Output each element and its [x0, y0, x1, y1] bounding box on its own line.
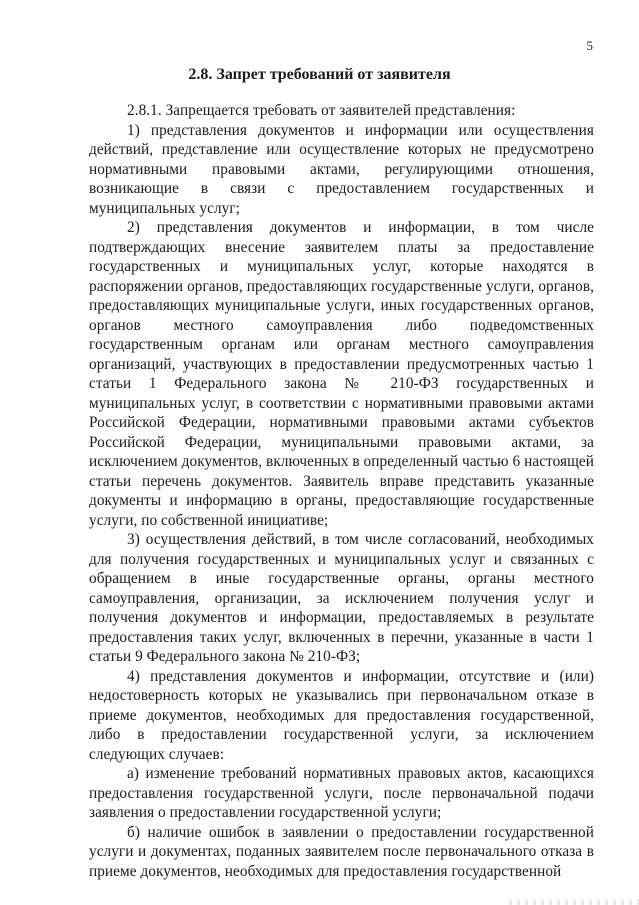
- document-body: [89, 101, 594, 881]
- page-number: 5: [586, 38, 593, 53]
- paragraph-item-4: 4) представления документов и информации, отсутствие и (или) недостоверность которых не указывались при первоначальном отказе в приеме документов, необходимых для предоставления государственной, либо в предоставлении государственной услуги, за исключением следующих случаев:: [89, 667, 594, 763]
- scan-artifact: [509, 899, 639, 905]
- paragraph-item-2: 2) представления документов и информации, в том числе подтверждающих внесение заявителем платы за предоставление государственных и муниципальных услуг, которые находятся в распоряжении органов, предоставляющих государственные услуги, органов, предоставляющих муниципальные услуги, иных государственных органов, органов местного самоуправления либо подведомственных государственным органам или органам местного самоуправления организаций, участвующих в предоставлении предусмотренных частью 1 статьи 1 Федерального закона № 210-ФЗ государственных и муниципальных услуг, в соответствии с нормативными правовыми актами Российской Федерации, нормативными правовыми актами субъектов Российской Федерации, муниципальными правовыми актами, за исключением документов, включенных в определенный частью 6 настоящей статьи перечень документов. Заявитель вправе представить указанные документы и информацию в органы, предоставляющие государственные услуги, по собственной инициативе;: [89, 219, 594, 529]
- paragraph-intro: 2.8.1. Запрещается требовать от заявителей представления:: [127, 102, 516, 119]
- paragraph-item-3: 3) осуществления действий, в том числе согласований, необходимых для получения государственных и муниципальных услуг и связанных с обращением в иные государственные органы, органы местного самоуправления, организации, за исключением получения услуг и получения документов и информации, предоставляемых в результате предоставления таких услуг, включенных в перечни, указанные в части 1 статьи 9 Федерального закона № 210-ФЗ;: [89, 531, 594, 665]
- paragraph-item-1: 1) представления документов и информации или осуществления действий, представление или осуществление которых не предусмотрено нормативными правовыми актами, регулирующими отношения, возникающие в связи с предоставлением государственных и муниципальных услуг;: [89, 121, 594, 217]
- paragraph-subitem-a: а) изменение требований нормативных правовых актов, касающихся предоставления государственной услуги, после первоначальной подачи заявления о предоставлении государственной услуги;: [89, 765, 594, 821]
- section-heading: 2.8. Запрет требований от заявителя: [188, 66, 451, 83]
- paragraph-subitem-b: б) наличие ошибок в заявлении о предоставлении государственной услуги и документах, поданных заявителем после первоначального отказа в приеме документов, необходимых для предоставления государственной: [89, 823, 594, 880]
